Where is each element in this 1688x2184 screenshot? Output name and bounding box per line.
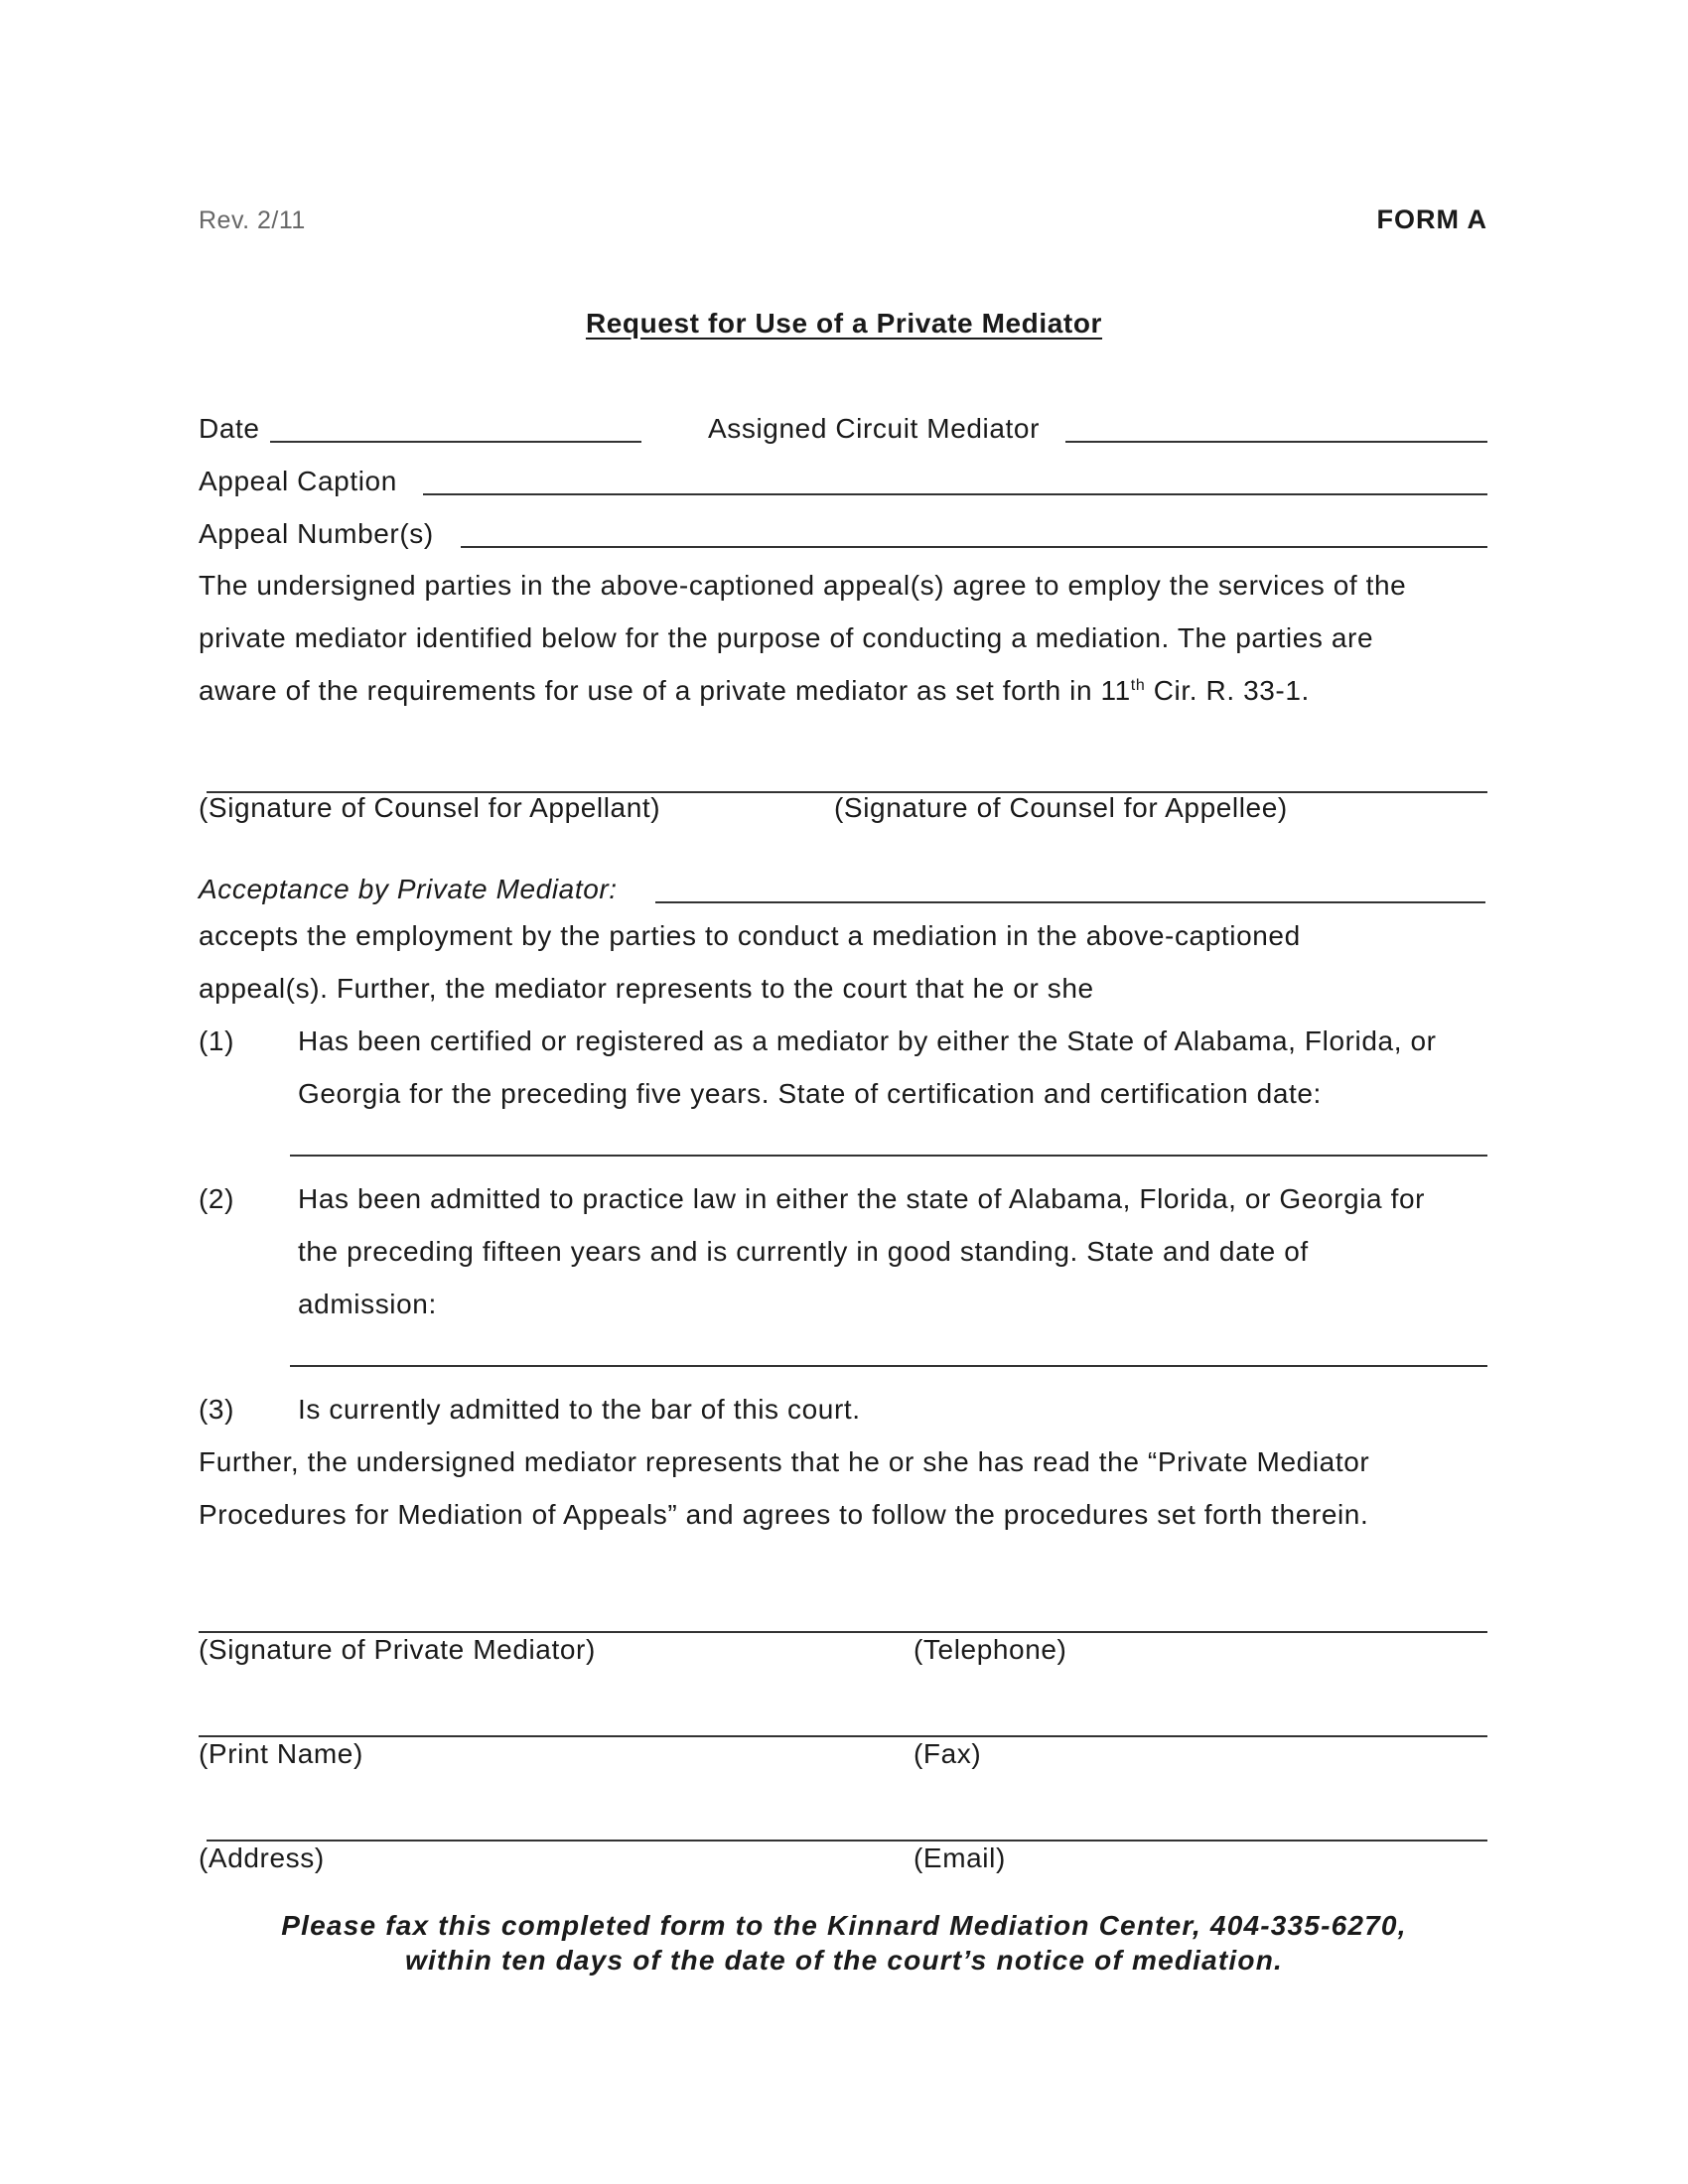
address-line[interactable] xyxy=(207,1840,1487,1842)
address-label: (Address) xyxy=(199,1843,325,1873)
agreement-line-3-text: aware of the requirements for use of a private mediator as set forth in 11 xyxy=(199,675,1131,706)
item-2-line-2: the preceding fifteen years and is currently in good standing. State and date of xyxy=(298,1236,1309,1267)
agreement-line-3 xyxy=(199,677,1310,705)
acceptance-label: Acceptance by Private Mediator: xyxy=(199,874,618,904)
email-label: (Email) xyxy=(914,1843,1006,1873)
admission-field[interactable] xyxy=(290,1365,1487,1367)
assigned-mediator-field[interactable] xyxy=(1065,441,1487,443)
revision-label: Rev. 2/11 xyxy=(199,206,306,234)
agreement-line-3-sup: th xyxy=(1130,677,1146,694)
agreement-line-2: private mediator identified below for the purpose of conducting a mediation. The parties are xyxy=(199,622,1374,653)
fax-label: (Fax) xyxy=(914,1738,982,1769)
date-label: Date xyxy=(199,413,260,444)
agreement-line-3-end: Cir. R. 33-1. xyxy=(1145,675,1310,706)
appellant-signature-label: (Signature of Counsel for Appellant) xyxy=(199,792,661,823)
acceptance-line-2: appeal(s). Further, the mediator represents to the court that he or she xyxy=(199,973,1094,1004)
appellee-signature-label: (Signature of Counsel for Appellee) xyxy=(834,792,1288,823)
acceptance-line-1: accepts the employment by the parties to conduct a mediation in the above-captioned xyxy=(199,920,1301,951)
item-3-number: (3) xyxy=(199,1394,235,1425)
mediator-signature-label: (Signature of Private Mediator) xyxy=(199,1634,596,1665)
appeal-caption-field[interactable] xyxy=(423,493,1487,495)
appeal-number-label: Appeal Number(s) xyxy=(199,518,434,549)
assigned-mediator-label: Assigned Circuit Mediator xyxy=(708,413,1041,444)
footer-line-1: Please fax this completed form to the Kinnard Mediation Center, 404-335-6270, xyxy=(281,1910,1407,1941)
item-2-line-3: admission: xyxy=(298,1289,437,1319)
form-title: Request for Use of a Private Mediator xyxy=(585,308,1103,339)
mediator-name-field[interactable] xyxy=(655,901,1485,903)
print-name-line[interactable] xyxy=(199,1735,1487,1737)
certification-field[interactable] xyxy=(290,1155,1487,1157)
appeal-number-field[interactable] xyxy=(461,546,1487,548)
item-1-number: (1) xyxy=(199,1025,235,1056)
telephone-label: (Telephone) xyxy=(914,1634,1067,1665)
agreement-line-1: The undersigned parties in the above-captioned appeal(s) agree to employ the services of the xyxy=(199,570,1407,601)
appeal-caption-label: Appeal Caption xyxy=(199,466,397,496)
further-line-1: Further, the undersigned mediator represents that he or she has read the “Private Mediator xyxy=(199,1446,1370,1477)
footer-line-2: within ten days of the date of the court’s notice of mediation. xyxy=(404,1945,1284,1976)
date-field[interactable] xyxy=(270,441,641,443)
print-name-label: (Print Name) xyxy=(199,1738,363,1769)
item-3-line-1: Is currently admitted to the bar of this court. xyxy=(298,1394,861,1425)
form-label: FORM A xyxy=(1376,205,1487,234)
item-2-number: (2) xyxy=(199,1183,235,1214)
item-2-line-1: Has been admitted to practice law in either the state of Alabama, Florida, or Georgia for xyxy=(298,1183,1426,1214)
item-1-line-1: Has been certified or registered as a mediator by either the State of Alabama, Florida, or xyxy=(298,1025,1437,1056)
further-line-2: Procedures for Mediation of Appeals” and agrees to follow the procedures set forth therein. xyxy=(199,1499,1369,1530)
item-1-line-2: Georgia for the preceding five years. State of certification and certification date: xyxy=(298,1078,1322,1109)
mediator-signature-line[interactable] xyxy=(199,1631,1487,1633)
